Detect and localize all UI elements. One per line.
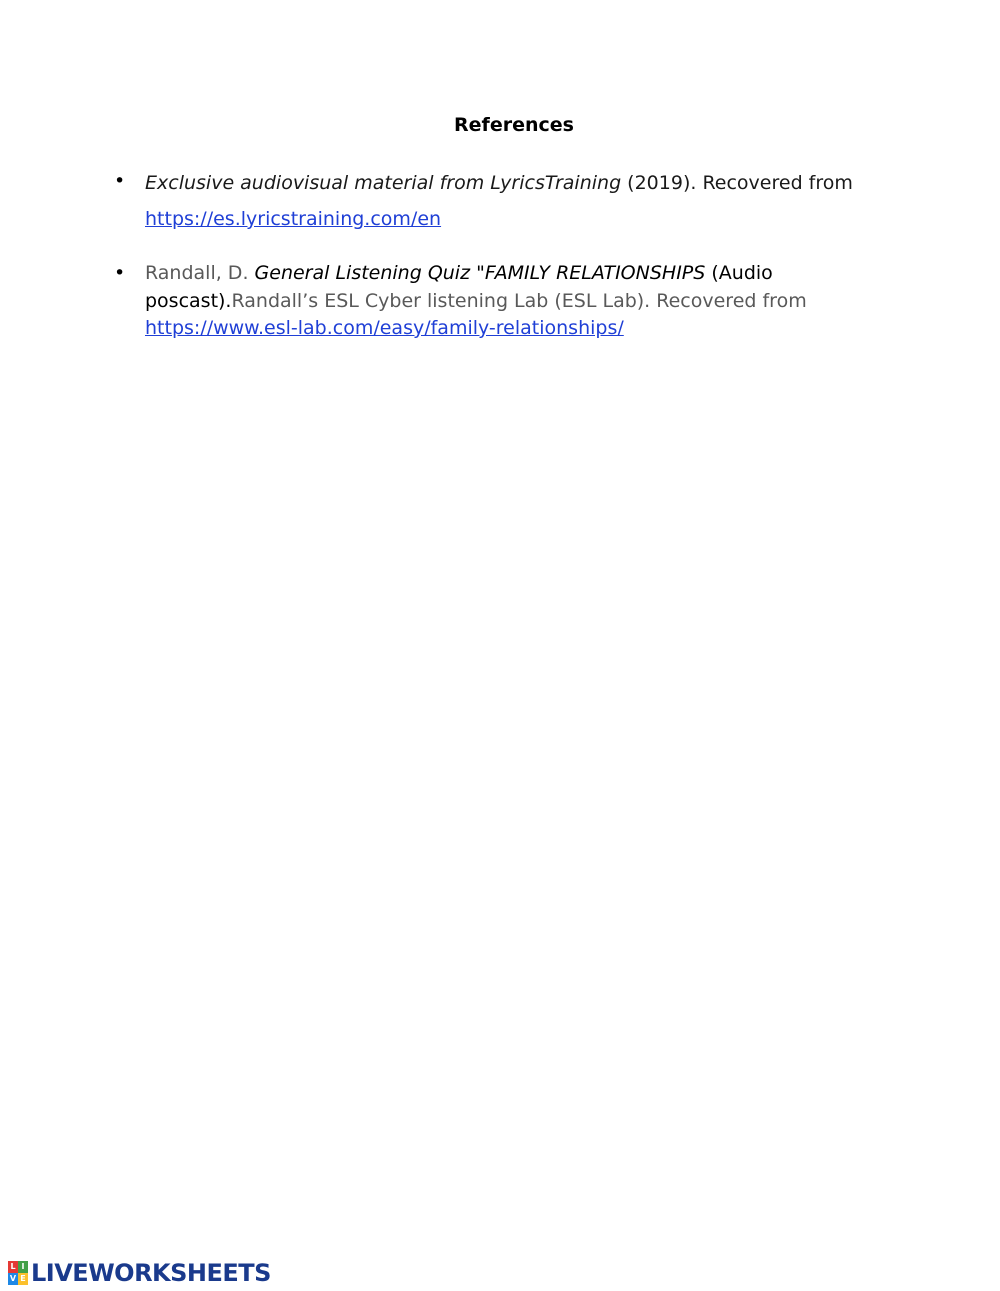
reference-type-close: poscast). (145, 289, 232, 312)
liveworksheets-logo[interactable] (8, 1260, 271, 1286)
reference-link-lyricstraining[interactable]: https://es.lyricstraining.com/en (145, 208, 442, 230)
bullet-icon: • (114, 170, 126, 192)
logo-badge-icon (8, 1261, 28, 1285)
reference-item-esl-lab (114, 260, 905, 343)
bullet-icon: • (114, 262, 126, 284)
logo-text: LIVEWORKSHEETS (31, 1259, 271, 1287)
page-title: References (454, 114, 574, 136)
badge-letter: E (18, 1273, 28, 1285)
reference-year: (2019). Recovered from (621, 172, 853, 194)
reference-item-lyricstraining (114, 170, 905, 232)
reference-source: Randall’s ESL Cyber listening Lab (ESL Lab). Recovered from (231, 289, 807, 312)
reference-title: Exclusive audiovisual material from LyricsTraining (145, 172, 622, 194)
reference-author: Randall, D. (145, 262, 255, 284)
badge-letter: I (18, 1261, 28, 1273)
reference-link-esl-lab[interactable]: https://www.esl-lab.com/easy/family-relationships/ (145, 317, 624, 339)
badge-letter: L (8, 1261, 18, 1273)
reference-title: General Listening Quiz "FAMILY RELATIONSHIPS (254, 262, 706, 284)
reference-type: (Audio (705, 262, 773, 284)
badge-letter: V (9, 1274, 17, 1283)
